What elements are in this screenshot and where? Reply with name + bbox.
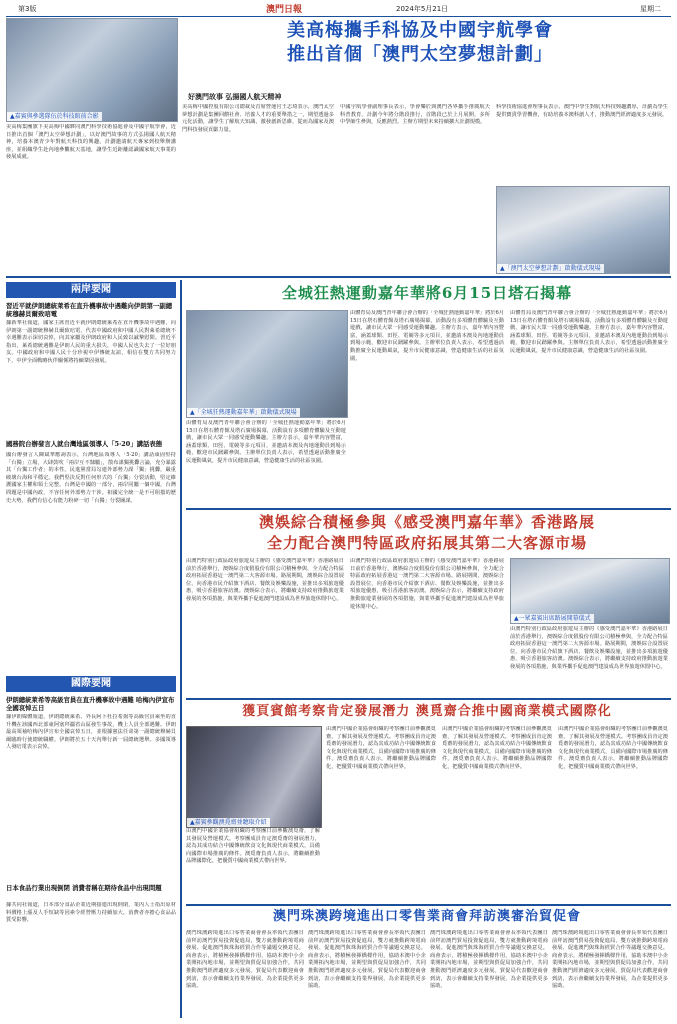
story1-col2: 美高梅中國控股有限公司總裁及首席營運官王志琦表示，澳門太空夢想計劃是集團回饋社會、培養人才的重要舉措之一，期望透過多元化活動，讓學生了解航天知識，激發創新思維，從而為國家及澳門科技發展貢獻力量。 <box>182 104 334 133</box>
divider-story2 <box>186 508 671 510</box>
left-headline-1: 習近平就伊朗總統萊希在直升機事故中遇難向伊朗第一副總統穆赫貝爾致唁電 <box>6 302 173 318</box>
story4-col2: 由澳門中國企業協會組織的考察團日前參觀澳覓齋，了解其發展及營運模式。考察團成員肯定澳覓齋的發展潛力，認為其成功結合中國傳統飲食文化與現代商業模式，具備向國際市場推廣的條件。澳覓齋負責人表示，將繼續推動品牌國際化，把優質中國商業模式帶向世界。 <box>326 726 436 770</box>
story4-col4: 由澳門中國企業協會組織的考察團日前參觀澳覓齋，了解其發展及營運模式。考察團成員肯定澳覓齋的發展潛力，認為其成功結合中國傳統飲食文化與現代商業模式，具備向國際市場推廣的條件。澳覓齋負責人表示，將繼續推動品牌國際化，把優質中國商業模式帶向世界。 <box>558 726 668 770</box>
story5-headline: 澳門珠澳跨境進出口零售業商會拜訪澳審治貿促會 <box>272 909 581 924</box>
story3-headline-1: 澳娛綜合積極參與《感受澳門嘉年華》香港路展 <box>258 513 595 531</box>
page-header <box>6 2 671 17</box>
story3-photo-caption: ▲一眾嘉賓出席路展開幕儀式 <box>511 614 594 623</box>
page-number: 第3版 <box>18 5 37 13</box>
divider-top <box>6 276 671 278</box>
left-body-2: 國台辦發言人陳斌華應詢表示，台灣地區領導人「5·20」講話頑固堅持「台獨」立場，大肆鼓吹「兩岸互不隸屬」，散布謀獨挑釁言論，充分暴露其「台獨工作者」的本性。民進黨當局勾連外部勢力謀「獨」挑釁，嚴重破壞台海和平穩定。我們堅決反對任何形式的「台獨」分裂活動，堅定維護國家主權和領土完整。台灣是中國的一部分，兩岸同屬一個中國，台灣問題是中國內政，不容任何外部勢力干涉。祖國完全統一是不可阻擋的歷史大勢，我們有信心有能力粉碎一切「台獨」分裂圖謀。 <box>6 452 176 504</box>
story2-col1: 由體育局及澳門青年聯合會合辦的「全城狂熱運動嘉年華」將於6月15日在塔石體育館及塔石廣場揭幕，活動設有多項體育體驗及互動遊戲，讓市民大眾一同感受運動樂趣。主辦方表示，嘉年華內容豐富，涵蓋球類、田徑、電競等多元項目，並邀請本澳及內地運動員到場示範，歡迎市民踴躍參與。主辦單位負責人表示，希望透過活動推廣全民運動風氣，提升市民健康意識，營造健康生活的社區氛圍。 <box>186 420 346 464</box>
issue-date: 2024年5月21日 <box>396 5 449 13</box>
left-headline-2: 國務院台辦發言人就台灣地區領導人「5·20」講話表態 <box>6 440 163 448</box>
story5-col4: 澳門珠澳跨境進出口零售業商會會長率領代表團日前拜訪澳門貿易投資促進局，雙方就推動跨境電商發展、促進澳門與珠海經貿合作等議題交換意見。商會表示，將積極發揮橋樑作用，協助本澳中小企業開拓內地市場，並期望與貿促局加強合作，共同推動澳門經濟適度多元發展。貿促局代表歡迎商會到訪，表示會繼續支持業界發展，為企業提供更多協助。 <box>552 930 668 990</box>
story2-headline: 全城狂熱運動嘉年華將6月15日塔石揭幕 <box>281 284 573 302</box>
story3-photo <box>510 558 670 624</box>
left-headline-3: 伊朗總統萊希等高級官員在直升機事故中遇難 哈梅內伊宣布全國哀悼五日 <box>6 696 175 712</box>
story4-col3: 由澳門中國企業協會組織的考察團日前參觀澳覓齋，了解其發展及營運模式。考察團成員肯定澳覓齋的發展潛力，認為其成功結合中國傳統飲食文化與現代商業模式，具備向國際市場推廣的條件。澳覓齋負責人表示，將繼續推動品牌國際化，把優質中國商業模式帶向世界。 <box>442 726 552 770</box>
left-column-divider <box>180 280 182 1018</box>
story1-byline: 好澳門故事 弘揚國人航天精神 <box>188 92 282 101</box>
story5-col2: 澳門珠澳跨境進出口零售業商會會長率領代表團日前拜訪澳門貿易投資促進局，雙方就推動跨境電商發展、促進澳門與珠海經貿合作等議題交換意見。商會表示，將積極發揮橋樑作用，協助本澳中小企業開拓內地市場，並期望與貿促局加強合作，共同推動澳門經濟適度多元發展。貿促局代表歡迎商會到訪，表示會繼續支持業界發展，為企業提供更多協助。 <box>308 930 426 990</box>
story1-col3: 中國宇航學會副理事長表示，學會樂於與澳門各界攜手推廣航天科普教育。計劃今年將分階段推行，首階段已於上月展開，多所中學師生參與，反應熱烈。主辦方期望未來持續擴大計劃規模。 <box>340 104 490 126</box>
section-title-cross-strait: 兩岸要聞 <box>6 282 176 298</box>
story5-col3: 澳門珠澳跨境進出口零售業商會會長率領代表團日前拜訪澳門貿易投資促進局，雙方就推動跨境電商發展、促進澳門與珠海經貿合作等議題交換意見。商會表示，將積極發揮橋樑作用，協助本澳中小企業開拓內地市場，並期望與貿促局加強合作，共同推動澳門經濟適度多元發展。貿促局代表歡迎商會到訪，表示會繼續支持業界發展，為企業提供更多協助。 <box>430 930 548 990</box>
left-body-4: 據共同社報道，日本部分食品企業近期接連出現倒閉，業內人士指出原材料價格上漲及人手短缺等因素令經營壓力持續加大，消費者亦擔心食品品質受影響。 <box>6 902 176 924</box>
story2-photo-caption: ▲「全城狂熱運動嘉年華」啟動儀式現場 <box>187 408 300 417</box>
story2-photo <box>186 310 348 418</box>
story1-col4: 科學技術協進會理事長表示，澳門中學生對航天科技興趣濃厚，計劃為學生提供寶貴學習機會，有助培養本澳科創人才，推動澳門經濟適度多元發展。 <box>496 104 668 118</box>
story4-col1: 由澳門中國企業協會組織的考察團日前參觀澳覓齋，了解其發展及營運模式。考察團成員肯定澳覓齋的發展潛力，認為其成功結合中國傳統飲食文化與現代商業模式，具備向國際市場推廣的條件。澳覓齋負責人表示，將繼續推動品牌國際化，把優質中國商業模式帶向世界。 <box>186 828 320 865</box>
newspaper-logo: 澳門日報 <box>266 5 303 15</box>
story1-photo <box>6 18 178 122</box>
story5-col1: 澳門珠澳跨境進出口零售業商會會長率領代表團日前拜訪澳門貿易投資促進局，雙方就推動跨境電商發展、促進澳門與珠海經貿合作等議題交換意見。商會表示，將積極發揮橋樑作用，協助本澳中小企業開拓內地市場，並期望與貿促局加強合作，共同推動澳門經濟適度多元發展。貿促局代表歡迎商會到訪，表示會繼續支持業界發展，為企業提供更多協助。 <box>186 930 304 990</box>
story4-photo <box>186 726 322 828</box>
story4-photo-caption: ▲嘉賓參觀澳覓齋並聽取介紹 <box>187 818 270 827</box>
story1-headline-2: 推出首個「澳門太空夢想計劃」 <box>287 44 553 65</box>
left-body-1: 據新華社報道，國家主席習近平就伊朗總統萊希在直升機事故中遇難，向伊朗第一副總統穆赫貝爾致唁電，代表中國政府和中國人民對萊希總統不幸遇難表示深切哀悼，向其家屬及伊朗政府和人民致以誠摯慰問。習近平指出，萊希總統遇難是伊朗人民的重大損失，中國人民也失去了一位好朋友。中國政府和中國人民十分珍視中伊傳統友誼，相信在雙方共同努力下，中伊全面戰略伙伴關係將持續鞏固發展。 <box>6 320 176 364</box>
story1-photo2-caption: ▲「澳門太空夢想計劃」啟動儀式現場 <box>497 264 604 273</box>
story1-photo-2 <box>496 186 670 274</box>
section-title-international: 國際要聞 <box>6 676 176 692</box>
story4-headline: 獲頁賓館考察肯定發展潛力 澳覓齋合推中國商業模式國際化 <box>242 704 612 719</box>
divider-story4 <box>186 904 671 906</box>
story2-col2: 由體育局及澳門青年聯合會合辦的「全城狂熱運動嘉年華」將於6月15日在塔石體育館及塔石廣場揭幕，活動設有多項體育體驗及互動遊戲，讓市民大眾一同感受運動樂趣。主辦方表示，嘉年華內容豐富，涵蓋球類、田徑、電競等多元項目，並邀請本澳及內地運動員到場示範，歡迎市民踴躍參與。主辦單位負責人表示，希望透過活動推廣全民運動風氣，提升市民健康意識，營造健康生活的社區氛圍。 <box>350 310 504 362</box>
story1-photo-caption: ▲嘉賓與參選隊伍於科技館前合影 <box>7 112 102 121</box>
story1-headline-1: 美高梅攜手科協及中國宇航學會 <box>287 20 553 41</box>
left-headline-4: 日本食品行業出現倒閉 消費者稱在期待食品中出現問題 <box>6 884 162 892</box>
story3-headline-2: 全力配合澳門特區政府拓展其第二大客源市場 <box>266 534 587 552</box>
story3-col3: 由澳門特別行政區政府旅遊局主辦的《感受澳門嘉年華》香港路展日前於香港舉行，澳娛綜合度假股份有限公司積極參與，全力配合特區政府拓展香港這一澳門第二大客源市場。路展期間，澳娛綜合設置展位，向香港市民介紹旗下酒店、餐飲及娛樂設施，並推出多項旅遊優惠，吸引香港旅客訪澳。澳娛綜合表示，將繼續支持政府推動旅遊業發展的各項措施，與業界攜手促進澳門建設成為世界旅遊休閒中心。 <box>510 626 668 670</box>
story1-col1: 美高梅集團旗下美高梅中國夥同澳門科學技術協進會及中國宇航學會，近日推出首個「澳門太空夢想計劃」，以好澳門故事的方式弘揚國人航天精神，培養本澳青少年對航天科技的興趣。計劃邀請航天專家到校舉辦講座，並組織學生赴內地參觀航天基地，讓學生近距離認識國家航天事業的發展成就。 <box>6 124 176 161</box>
story3-col1: 由澳門特別行政區政府旅遊局主辦的《感受澳門嘉年華》香港路展日前於香港舉行，澳娛綜合度假股份有限公司積極參與，全力配合特區政府拓展香港這一澳門第二大客源市場。路展期間，澳娛綜合設置展位，向香港市民介紹旗下酒店、餐飲及娛樂設施，並推出多項旅遊優惠，吸引香港旅客訪澳。澳娛綜合表示，將繼續支持政府推動旅遊業發展的各項措施，與業界攜手促進澳門建設成為世界旅遊休閒中心。 <box>186 558 344 602</box>
divider-story3 <box>186 698 671 700</box>
left-body-3: 據伊朗媒體報道，伊朗總統萊希、外長阿卜杜拉希揚等高級官員乘坐的直升機在該國西北部東阿塞拜疆省山區發生事故，機上人員全部遇難。伊朗最高領袖哈梅內伊宣布全國哀悼五日，並根據憲法任命第一副總統穆赫貝爾臨時行使總統職權。伊朗將於五十天內舉行新一屆總統選舉。多國領導人發唁電表示哀悼。 <box>6 714 176 751</box>
story2-col3: 由體育局及澳門青年聯合會合辦的「全城狂熱運動嘉年華」將於6月15日在塔石體育館及塔石廣場揭幕，活動設有多項體育體驗及互動遊戲，讓市民大眾一同感受運動樂趣。主辦方表示，嘉年華內容豐富，涵蓋球類、田徑、電競等多元項目，並邀請本澳及內地運動員到場示範，歡迎市民踴躍參與。主辦單位負責人表示，希望透過活動推廣全民運動風氣，提升市民健康意識，營造健康生活的社區氛圍。 <box>510 310 668 354</box>
story3-col2: 由澳門特別行政區政府旅遊局主辦的《感受澳門嘉年華》香港路展日前於香港舉行，澳娛綜合度假股份有限公司積極參與，全力配合特區政府拓展香港這一澳門第二大客源市場。路展期間，澳娛綜合設置展位，向香港市民介紹旗下酒店、餐飲及娛樂設施，並推出多項旅遊優惠，吸引香港旅客訪澳。澳娛綜合表示，將繼續支持政府推動旅遊業發展的各項措施，與業界攜手促進澳門建設成為世界旅遊休閒中心。 <box>350 558 504 610</box>
issue-weekday: 星期二 <box>640 5 661 13</box>
